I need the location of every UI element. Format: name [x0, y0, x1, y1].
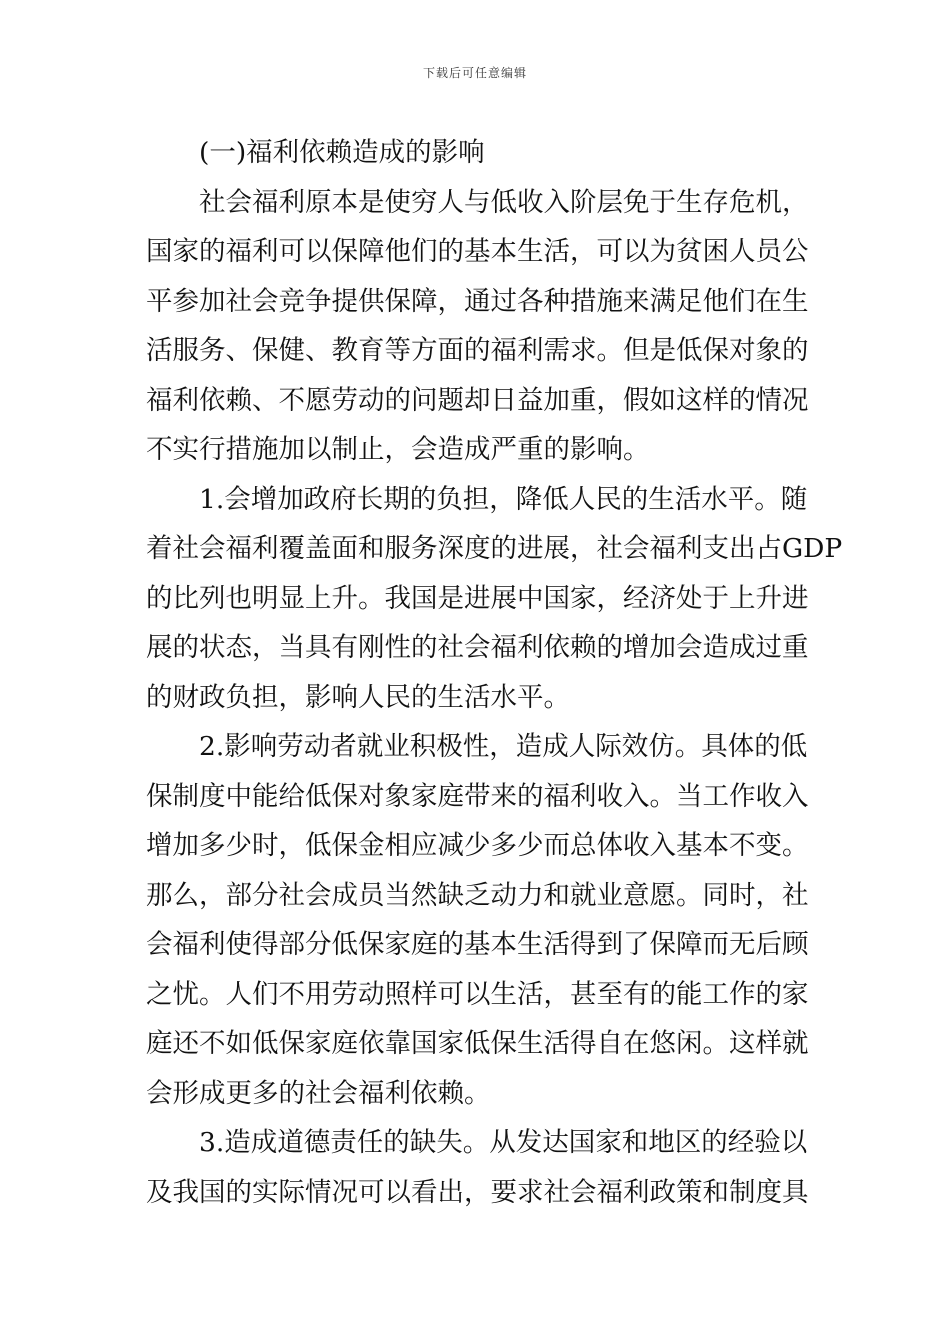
- paragraph-line: 1.会增加政府长期的负担，降低人民的生活水平。随: [199, 483, 808, 515]
- paragraph-line: 庭还不如低保家庭依靠国家低保生活得自在悠闲。这样就: [146, 1028, 809, 1059]
- paragraph-line: 及我国的实际情况可以看出，要求社会福利政策和制度具: [146, 1176, 809, 1208]
- paragraph-line: 之忧。人们不用劳动照样可以生活，甚至有的能工作的家: [146, 978, 809, 1010]
- paragraph-line: 会形成更多的社会福利依赖。: [146, 1077, 491, 1109]
- paragraph-line: 展的状态，当具有刚性的社会福利依赖的增加会造成过重: [146, 632, 809, 663]
- paragraph-line: 那么，部分社会成员当然缺乏动力和就业意愿。同时，社: [146, 879, 809, 911]
- paragraph-line: 增加多少时，低保金相应减少多少而总体收入基本不变。: [146, 830, 809, 861]
- section-heading: (一)福利依赖造成的影响: [199, 137, 485, 168]
- paragraph-line: 会福利使得部分低保家庭的基本生活得到了保障而无后顾: [146, 929, 809, 960]
- paragraph-line: 国家的福利可以保障他们的基本生活，可以为贫困人员公: [146, 236, 809, 267]
- paragraph-intro: [146, 178, 809, 475]
- paragraph-point-3: [146, 1118, 809, 1217]
- document-body: [146, 128, 843, 1217]
- paragraph-line: 着社会福利覆盖面和服务深度的进展，社会福利支出占GDP: [146, 533, 843, 564]
- paragraph-line: 保制度中能给低保对象家庭带来的福利收入。当工作收入: [146, 780, 809, 812]
- paragraph-line: 活服务、保健、教育等方面的福利需求。但是低保对象的: [146, 335, 809, 366]
- paragraph-line: 3.造成道德责任的缺失。从发达国家和地区的经验以: [199, 1127, 808, 1158]
- paragraph-line: 的财政负担，影响人民的生活水平。: [146, 681, 570, 713]
- paragraph-line: 福利依赖、不愿劳动的问题却日益加重，假如这样的情况: [146, 384, 809, 416]
- paragraph-line: 平参加社会竞争提供保障，通过各种措施来满足他们在生: [146, 285, 809, 317]
- paragraph-point-1: [146, 475, 843, 723]
- paragraph-line: 的比列也明显上升。我国是进展中国家，经济处于上升进: [146, 582, 809, 614]
- paragraph-line: 不实行措施加以制止，会造成严重的影响。: [146, 434, 650, 465]
- header-note: 下载后可任意编辑: [422, 66, 527, 80]
- paragraph-line: 2.影响劳动者就业积极性，造成人际效仿。具体的低: [199, 731, 808, 762]
- paragraph-line: 社会福利原本是使穷人与低收入阶层免于生存危机，: [199, 186, 809, 218]
- paragraph-point-2: [146, 722, 809, 1118]
